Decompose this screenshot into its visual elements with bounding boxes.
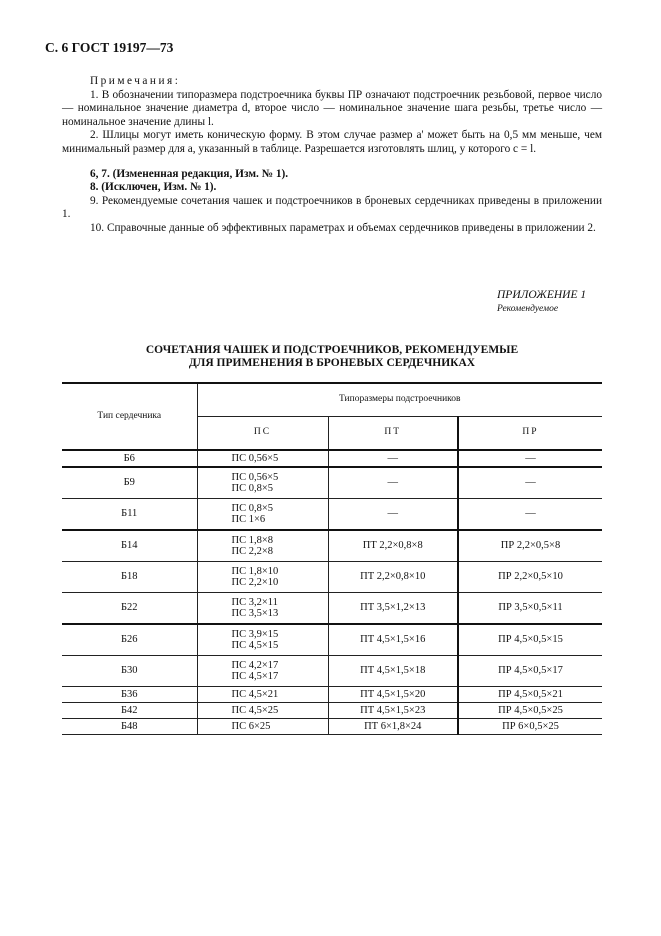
col-header-pr: ПР — [458, 417, 602, 451]
cell-type: Б18 — [62, 562, 197, 593]
cell-type: Б42 — [62, 703, 197, 719]
cell-type: Б26 — [62, 624, 197, 656]
cell-ps — [197, 562, 328, 593]
cell-pt: ПТ 2,2×0,8×8 — [328, 530, 458, 562]
ps-value: ПС 1,8×8 — [231, 534, 274, 546]
cell-ps — [197, 656, 328, 687]
cell-ps — [197, 624, 328, 656]
cell-type: Б22 — [62, 593, 197, 625]
ps-value: ПС 0,8×5 — [231, 502, 274, 514]
cell-pt: ПТ 4,5×1,5×23 — [328, 703, 458, 719]
cell-pr: ПР 2,2×0,5×8 — [458, 530, 602, 562]
table-row — [62, 530, 602, 562]
cell-pr: ПР 4,5×0,5×15 — [458, 624, 602, 656]
col-header-type: Тип сердечника — [62, 383, 197, 450]
ps-value: ПС 4,5×25 — [231, 704, 279, 716]
cell-ps — [197, 499, 328, 531]
core-table — [62, 382, 602, 735]
cell-pt: ПТ 4,5×1,5×20 — [328, 687, 458, 703]
ps-value: ПС 4,5×15 — [231, 640, 279, 651]
cell-pr: ПР 4,5×0,5×25 — [458, 703, 602, 719]
col-header-pt: ПТ — [328, 417, 458, 451]
col-header-ps: ПС — [197, 417, 328, 451]
table-title — [62, 344, 602, 369]
page-header: С. 6 ГОСТ 19197—73 — [45, 40, 174, 55]
cell-pt: ПТ 6×1,8×24 — [328, 719, 458, 735]
table-row — [62, 656, 602, 687]
table-row — [62, 593, 602, 625]
cell-pt: ПТ 4,5×1,5×18 — [328, 656, 458, 687]
cell-pr: — — [458, 450, 602, 467]
table-row — [62, 687, 602, 703]
cell-type: Б9 — [62, 467, 197, 499]
table-row — [62, 703, 602, 719]
ps-value: ПС 0,56×5 — [231, 452, 279, 464]
table-title-line1: СОЧЕТАНИЯ ЧАШЕК И ПОДСТРОЕЧНИКОВ, РЕКОМЕНДУЕМЫЕ — [145, 344, 519, 356]
cell-pt: — — [328, 450, 458, 467]
cell-pt: — — [328, 499, 458, 531]
cell-type: Б11 — [62, 499, 197, 531]
cell-ps — [197, 687, 328, 703]
cell-pt: — — [328, 467, 458, 499]
ps-value: ПС 3,9×15 — [231, 628, 279, 640]
ps-value: ПС 3,2×11 — [231, 596, 278, 608]
ps-value: ПС 4,5×21 — [231, 688, 279, 700]
cell-pr: ПР 4,5×0,5×17 — [458, 656, 602, 687]
table-row — [62, 624, 602, 656]
appendix-title: ПРИЛОЖЕНИЕ 1 — [497, 289, 587, 301]
cell-type: Б48 — [62, 719, 197, 735]
table-row — [62, 499, 602, 531]
col-header-group: Типоразмеры подстроечников — [197, 383, 602, 417]
cell-pr: ПР 6×0,5×25 — [458, 719, 602, 735]
ps-value: ПС 0,8×5 — [231, 483, 274, 494]
cell-pr: — — [458, 499, 602, 531]
cell-type: Б30 — [62, 656, 197, 687]
table-row — [62, 562, 602, 593]
cell-pr: — — [458, 467, 602, 499]
ps-value: ПС 6×25 — [231, 720, 271, 732]
note-2: 2. Шлицы могут иметь коническую форму. В этом случае размер a' может быть на 0,5 мм меньше, чем минимальный размер для a, указанный в таблице. Разрешается изготовлять шлиц, у которого c = l. — [62, 129, 602, 155]
appendix-subtitle: Рекомендуемое — [497, 304, 559, 314]
paragraph-10: 10. Справочные данные об эффективных параметрах и объемах сердечников приведены в приложении 2. — [90, 221, 596, 234]
cell-pr: ПР 3,5×0,5×11 — [458, 593, 602, 625]
ps-value: ПС 3,5×13 — [231, 608, 279, 619]
ps-value: ПС 2,2×10 — [231, 577, 279, 588]
table-title-line2: ДЛЯ ПРИМЕНЕНИЯ В БРОНЕВЫХ СЕРДЕЧНИКАХ — [188, 356, 476, 369]
cell-ps — [197, 450, 328, 467]
ps-value: ПС 1×6 — [231, 514, 266, 525]
cell-pt: ПТ 2,2×0,8×10 — [328, 562, 458, 593]
table-row — [62, 450, 602, 467]
ps-value: ПС 4,5×17 — [231, 671, 279, 682]
paragraph-8: 8. (Исключен, Изм. № 1). — [90, 181, 217, 194]
ps-value: ПС 0,56×5 — [231, 471, 279, 483]
cell-pr: ПР 2,2×0,5×10 — [458, 562, 602, 593]
cell-ps — [197, 530, 328, 562]
cell-type: Б14 — [62, 530, 197, 562]
table-row — [62, 467, 602, 499]
paragraph-9: 9. Рекомендуемые сочетания чашек и подстроечников в броневых сердечниках приведены в приложении 1. — [62, 194, 602, 221]
cell-ps — [197, 593, 328, 625]
cell-type: Б36 — [62, 687, 197, 703]
note-1: 1. В обозначении типоразмера подстроечника буквы ПР означают подстроечник резьбовой, первое число — номинальное значение диаметра d, второе число — номинальное значение шага резьбы, третье число — номинальное значение длины l. — [62, 88, 602, 128]
appendix-label — [497, 288, 586, 316]
cell-ps — [197, 703, 328, 719]
cell-pt: ПТ 4,5×1,5×16 — [328, 624, 458, 656]
cell-pt: ПТ 3,5×1,2×13 — [328, 593, 458, 625]
cell-ps — [197, 719, 328, 735]
notes-section — [62, 75, 602, 236]
table-row — [62, 719, 602, 735]
cell-type: Б6 — [62, 450, 197, 467]
notes-title: Примечания: — [90, 75, 181, 87]
paragraph-6-7: 6, 7. (Измененная редакция, Изм. № 1). — [90, 167, 289, 180]
ps-value: ПС 4,2×17 — [231, 659, 279, 671]
ps-value: ПС 2,2×8 — [231, 546, 274, 557]
ps-value: ПС 1,8×10 — [231, 565, 279, 577]
cell-pr: ПР 4,5×0,5×21 — [458, 687, 602, 703]
cell-ps — [197, 467, 328, 499]
